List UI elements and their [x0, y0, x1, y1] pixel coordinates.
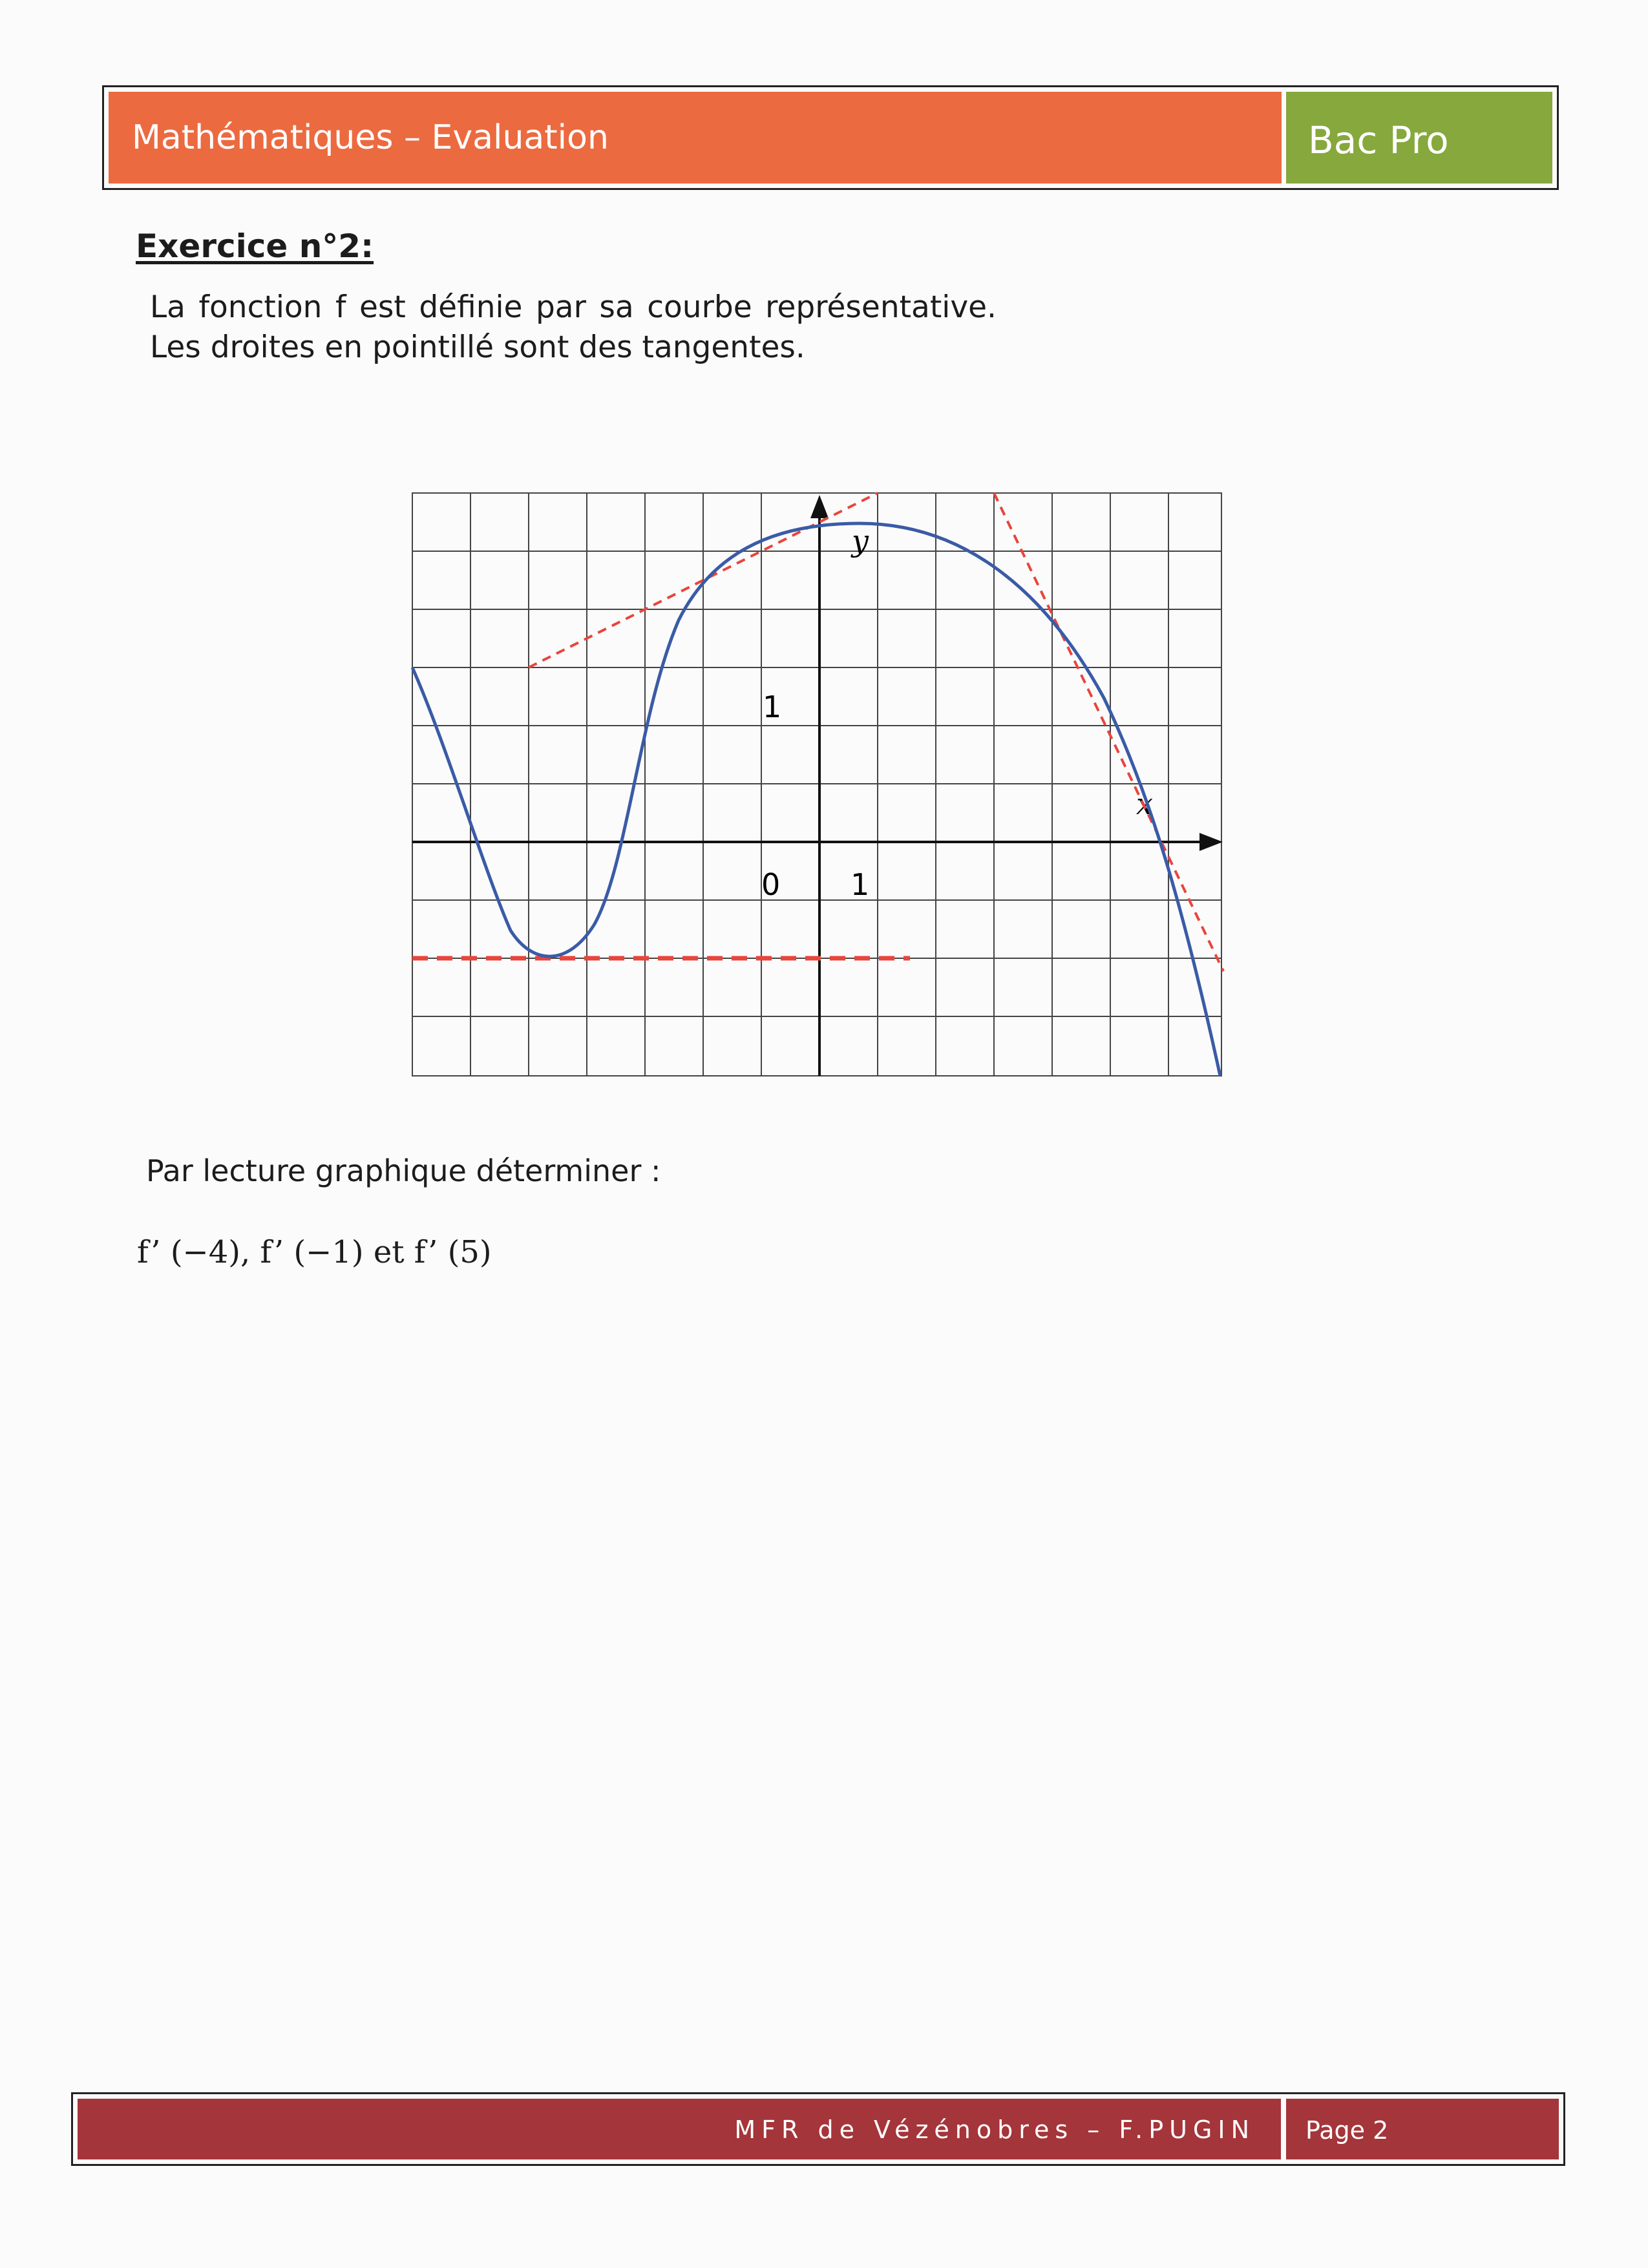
exercise-title: Exercice n°2:: [136, 227, 374, 265]
graph-svg: [407, 485, 1234, 1086]
header-title: Mathématiques – Evaluation: [109, 92, 1282, 184]
y-axis-label: y: [852, 523, 869, 558]
grid: [412, 493, 1221, 1076]
x-unit-label: 1: [850, 867, 870, 902]
function-graph: [407, 485, 1234, 1086]
x-axis-label: x: [1136, 786, 1153, 821]
footer-page-number: Page 2: [1286, 2099, 1559, 2159]
question-text: Par lecture graphique déterminer :: [146, 1153, 661, 1188]
axes: [412, 495, 1223, 1076]
origin-label: 0: [761, 867, 781, 902]
header-level: Bac Pro: [1286, 92, 1552, 184]
footer-author: MFR de Vézénobres – F.PUGIN: [78, 2099, 1281, 2159]
function-curve: [412, 523, 1220, 1076]
exercise-statement: La fonction f est définie par sa courbe représentative. Les droites en pointillé sont des tangentes.: [150, 289, 997, 365]
y-unit-label: 1: [763, 689, 782, 724]
answer-prompt: f’ (−4), f’ (−1) et f’ (5): [137, 1234, 492, 1270]
